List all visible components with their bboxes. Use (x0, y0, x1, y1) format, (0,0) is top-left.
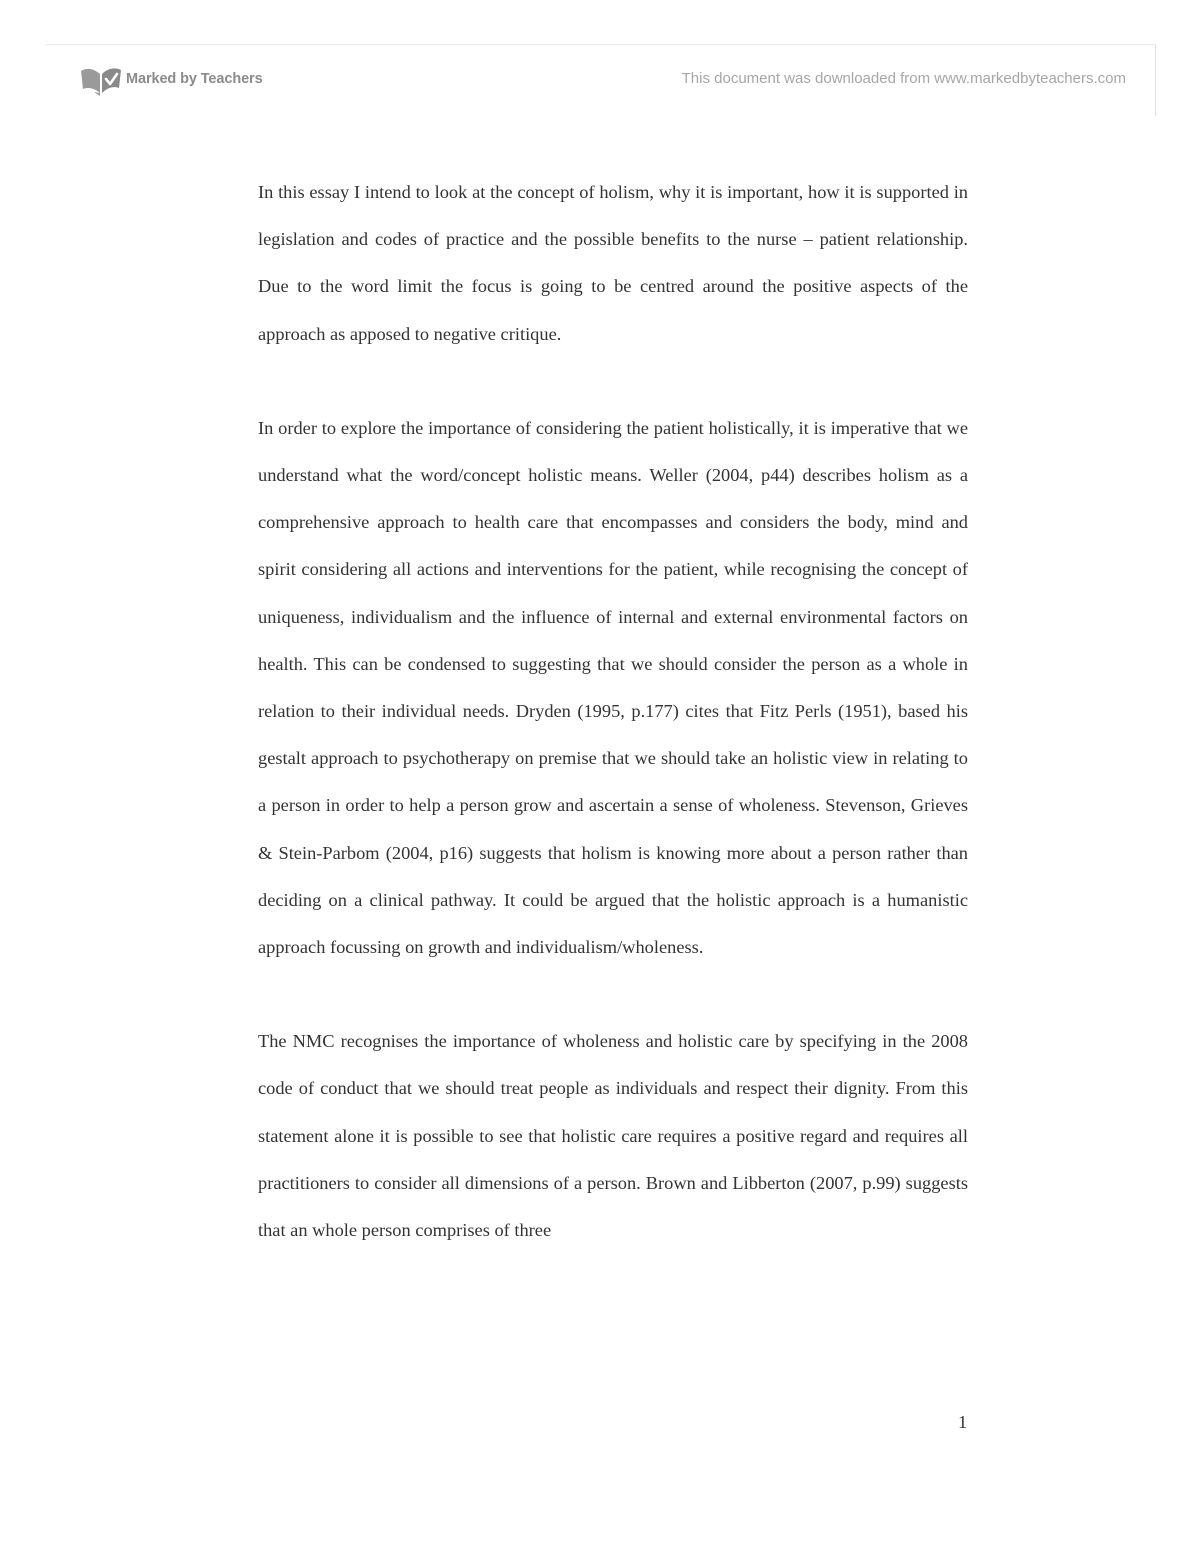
logo-text: Marked by Teachers (126, 71, 263, 87)
essay-paragraph: In this essay I intend to look at the concept of holism, why it is important, how it is supported in legislation and codes of practice and the possible benefits to the nurse – patient relationship. Due to the word limit the focus is going to be centred around the positive aspects of the approach as apposed to negative critique. (258, 182, 968, 344)
essay-body (258, 169, 968, 1301)
logo-book-icon (80, 62, 122, 96)
download-source-note: This document was downloaded from www.markedbyteachers.com (681, 70, 1126, 87)
essay-paragraph: The NMC recognises the importance of wholeness and holistic care by specifying in the 2008 code of conduct that we should treat people as individuals and respect their dignity. From this statement alone it is possible to see that holistic care requires a positive regard and requires all practitioners to consider all dimensions of a person. Brown and Libberton (2007, p.99) suggests that an whole person comprises of three (258, 1031, 968, 1241)
page-number: 1 (958, 1412, 968, 1432)
site-logo[interactable] (80, 62, 263, 96)
essay-paragraph: In order to explore the importance of considering the patient holistically, it is imperative that we understand what the word/concept holistic means. Weller (2004, p44) describes holism as a comprehensive approach to health care that encompasses and considers the body, mind and spirit considering all actions and interventions for the patient, while recognising the concept of uniqueness, individualism and the influence of internal and external environmental factors on health. This can be condensed to suggesting that we should consider the person as a whole in relation to their individual needs. Dryden (1995, p.177) cites that Fitz Perls (1951), based his gestalt approach to psychotherapy on premise that we should take an holistic view in relating to a person in order to help a person grow and ascertain a sense of wholeness. Stevenson, Grieves & Stein-Parbom (2004, p16) suggests that holism is knowing more about a person rather than deciding on a clinical pathway. It could be argued that the holistic approach is a humanistic approach focussing on growth and individualism/wholeness. (258, 417, 968, 958)
